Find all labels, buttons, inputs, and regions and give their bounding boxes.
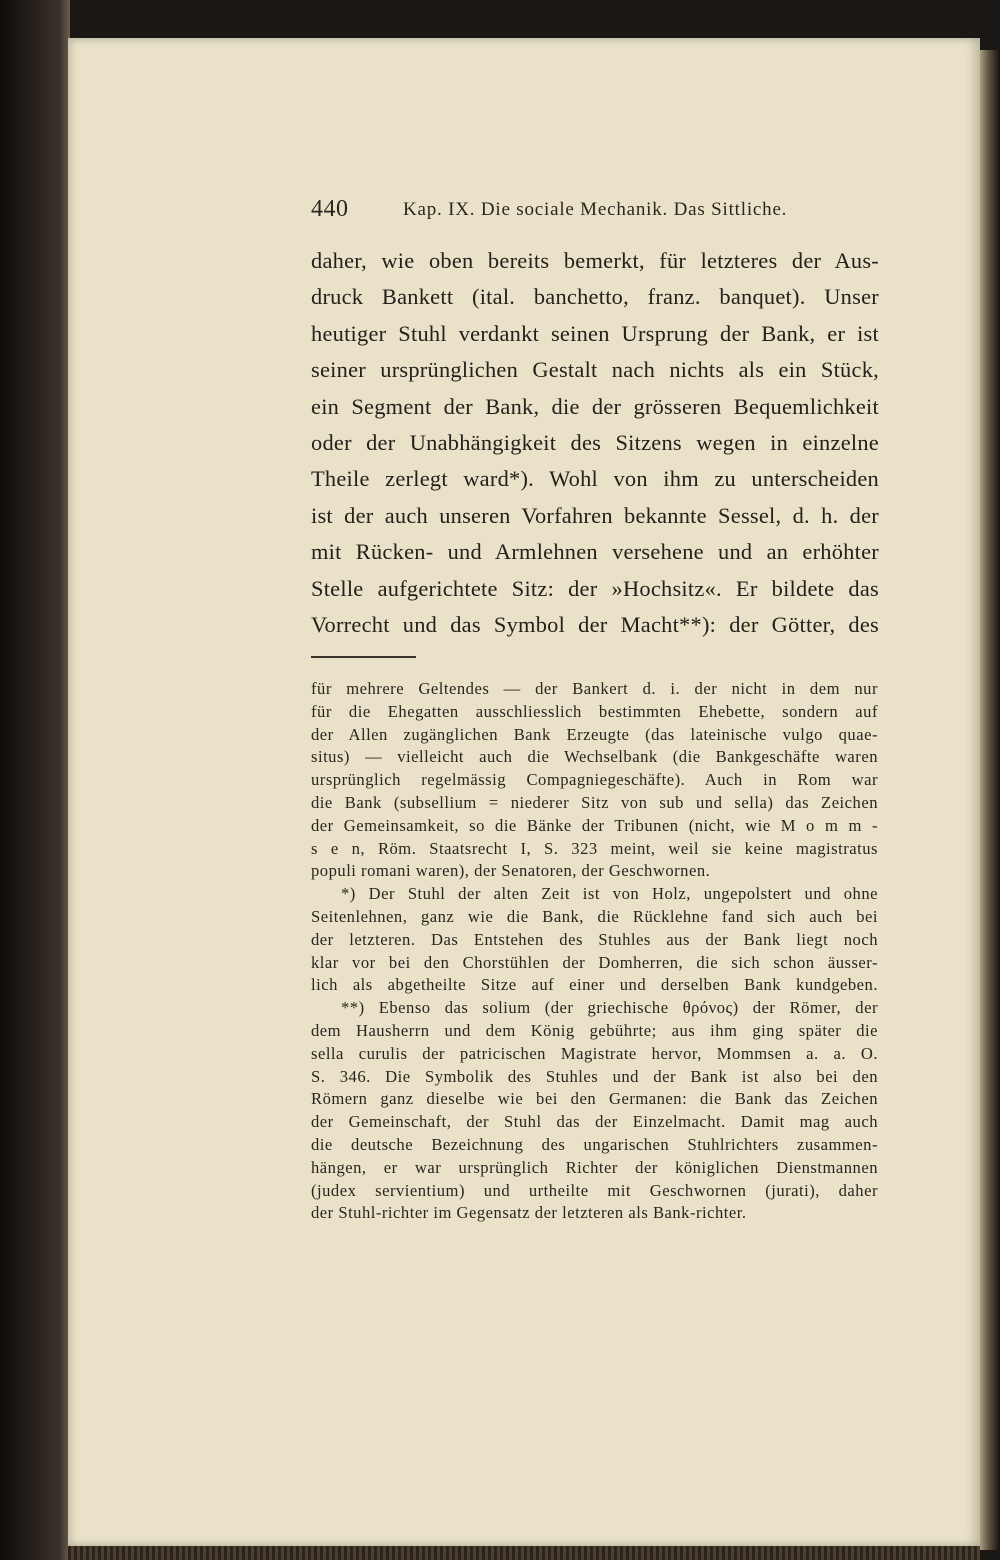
text-line: mit Rücken- und Armlehnen versehene und an erhöhter bbox=[311, 539, 879, 565]
footnote-line: (judex servientium) und urtheilte mit Geschwornen (jurati), daher bbox=[311, 1180, 878, 1200]
footnote-line: ursprünglich regelmässig Compagniegeschäfte). Auch in Rom war bbox=[311, 770, 878, 790]
footnote-line: **) Ebenso das solium (der griechische θρόνος) der Römer, der bbox=[341, 998, 878, 1018]
footnote-line: s e n, Röm. Staatsrecht I, S. 323 meint, weil sie keine magistratus bbox=[311, 838, 878, 858]
book-spine-edge bbox=[0, 0, 70, 1560]
page-header bbox=[311, 196, 879, 228]
footnote-separator-rule bbox=[311, 656, 416, 658]
footnote-line: der letzteren. Das Entstehen des Stuhles aus der Bank liegt noch bbox=[311, 929, 878, 949]
text-line: ist der auch unseren Vorfahren bekannte Sessel, d. h. der bbox=[311, 502, 879, 528]
text-line: Theile zerlegt ward*). Wohl von ihm zu unterscheiden bbox=[311, 466, 879, 492]
text-line: Stelle aufgerichtete Sitz: der »Hochsitz«. Er bildete das bbox=[311, 575, 879, 601]
footnote-line: der Stuhl-richter im Gegensatz der letzteren als Bank-richter. bbox=[311, 1203, 747, 1223]
footnote-line: die Bank (subsellium = niederer Sitz von sub und sella) das Zeichen bbox=[311, 792, 878, 812]
footnote-line: der Gemeinschaft, der Stuhl das der Einzelmacht. Damit mag auch bbox=[311, 1112, 878, 1132]
footnote-line: Römern ganz dieselbe wie bei den Germanen: die Bank das Zeichen bbox=[311, 1089, 878, 1109]
footnote-line: populi romani waren), der Senatoren, der Geschwornen. bbox=[311, 861, 711, 881]
footnote-line: sella curulis der patricischen Magistrate hervor, Mommsen a. a. O. bbox=[311, 1043, 878, 1063]
footnote-line: lich als abgetheilte Sitze auf einer und derselben Bank kundgeben. bbox=[311, 975, 878, 995]
text-line: seiner ursprünglichen Gestalt nach nichts als ein Stück, bbox=[311, 357, 879, 383]
text-line: oder der Unabhängigkeit des Sitzens wegen in einzelne bbox=[311, 429, 879, 455]
footnote-line: klar vor bei den Chorstühlen der Domherren, die sich schon äusser- bbox=[311, 952, 878, 972]
footnote-line: *) Der Stuhl der alten Zeit ist von Holz, ungepolstert und ohne bbox=[341, 884, 878, 904]
footnote-line: Seitenlehnen, ganz wie die Bank, die Rücklehne fand sich auch bei bbox=[311, 906, 878, 926]
footnote-line: für mehrere Geltendes — der Bankert d. i. der nicht in dem nur bbox=[311, 679, 878, 698]
running-head: Kap. IX. Die sociale Mechanik. Das Sittliche. bbox=[403, 199, 788, 220]
text-line: druck Bankett (ital. banchetto, franz. banquet). Unser bbox=[311, 284, 879, 310]
footnote-line: der Gemeinsamkeit, so die Bänke der Tribunen (nicht, wie M o m m - bbox=[311, 815, 878, 835]
footnote-line: S. 346. Die Symbolik des Stuhles und der Bank ist also bei den bbox=[311, 1066, 878, 1086]
footnote-line: situs) — vielleicht auch die Wechselbank (die Bankgeschäfte waren bbox=[311, 747, 878, 767]
footnotes bbox=[311, 678, 878, 1225]
text-line: heutiger Stuhl verdankt seinen Ursprung der Bank, er ist bbox=[311, 320, 879, 346]
text-line: ein Segment der Bank, die der grösseren Bequemlichkeit bbox=[311, 393, 879, 419]
page-number: 440 bbox=[311, 196, 349, 222]
footnote-line: der Allen zugänglichen Bank Erzeugte (das lateinische vulgo quae- bbox=[311, 724, 878, 744]
page-right-edge bbox=[978, 50, 1000, 1550]
main-text bbox=[311, 243, 879, 643]
footnote-line: die deutsche Bezeichnung des ungarischen Stuhlrichters zusammen- bbox=[311, 1134, 878, 1154]
footnote-line: dem Hausherrn und dem König gebührte; aus ihm ging später die bbox=[311, 1020, 878, 1040]
text-line: daher, wie oben bereits bemerkt, für letzteres der Aus- bbox=[311, 248, 879, 273]
footnote-line: hängen, er war ursprünglich Richter der königlichen Dienstmannen bbox=[311, 1157, 878, 1177]
footnote-line: für die Ehegatten ausschliesslich bestimmten Ehebette, sondern auf bbox=[311, 701, 878, 721]
text-line: Vorrecht und das Symbol der Macht**): der Götter, des bbox=[311, 611, 879, 637]
